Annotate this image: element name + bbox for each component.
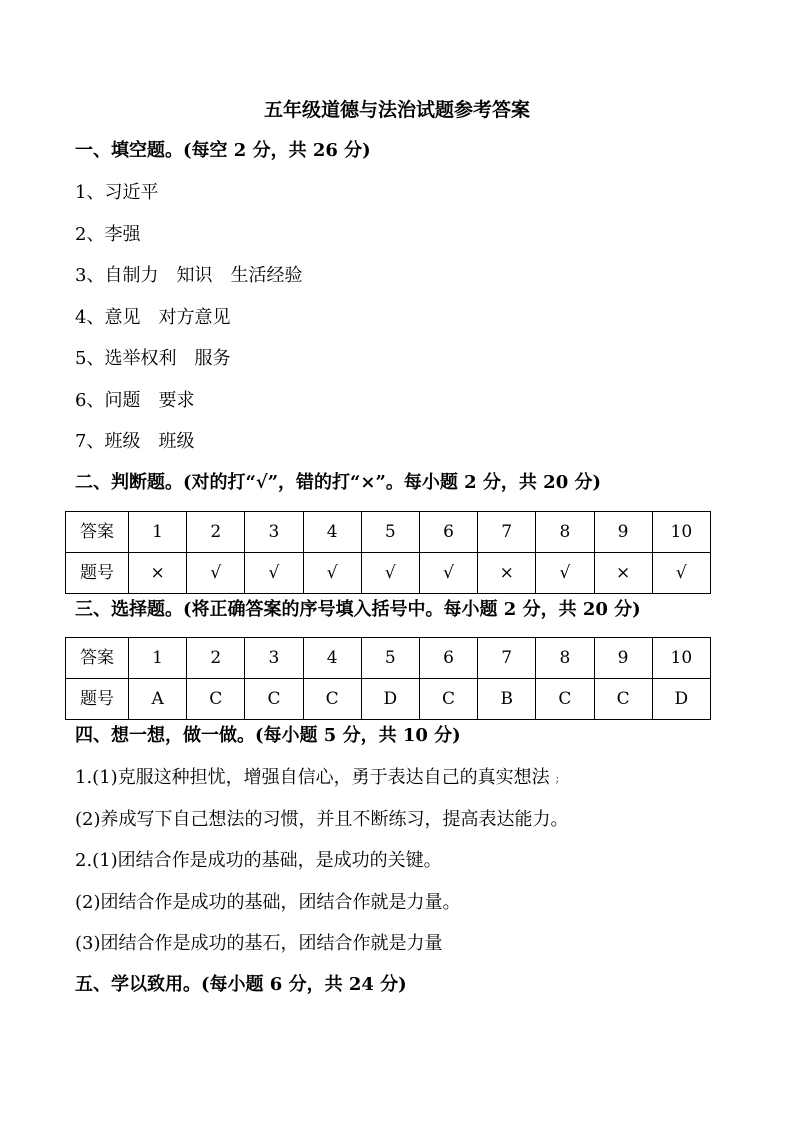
table-cell: C	[594, 679, 652, 720]
section-2-heading: 二、判断题。(对的打“√”，错的打“×”。每小题 2 分，共 20 分)	[75, 472, 601, 493]
table-cell: D	[361, 679, 419, 720]
table-cell: B	[478, 679, 536, 720]
page-title: 五年级道德与法治试题参考答案	[263, 99, 530, 121]
table-cell: C	[536, 679, 594, 720]
section-4-line-4: (2)团结合作是成功的基础，团结合作就是力量。	[75, 892, 461, 913]
table-cell: 5	[361, 638, 419, 679]
section-4-line-3: 2.(1)团结合作是成功的基础，是成功的关键。	[75, 850, 442, 871]
section-3-heading: 三、选择题。(将正确答案的序号填入括号中。每小题 2 分，共 20 分)	[75, 599, 641, 620]
table-cell: C	[187, 679, 245, 720]
table-cell: 4	[303, 638, 361, 679]
table-cell: 2	[187, 638, 245, 679]
answer-text: 1.(1)克服这种担忧，增强自信心，勇于表达自己的真实想法	[75, 767, 550, 788]
table-cell: 2	[187, 512, 245, 553]
row-label: 题号	[66, 679, 129, 720]
section-4-line-2: (2)养成写下自己想法的习惯，并且不断练习，提高表达能力。	[75, 809, 569, 830]
table-cell: √	[303, 553, 361, 594]
section-1-heading: 一、填空题。(每空 2 分，共 26 分)	[75, 140, 371, 161]
table-cell: ×	[129, 553, 187, 594]
fill-answer-3: 3、自制力 知识 生活经验	[75, 265, 303, 286]
section-4-heading: 四、想一想，做一做。(每小题 5 分，共 10 分)	[75, 725, 461, 746]
table-cell: 10	[652, 638, 710, 679]
trailing-mark: ;	[555, 771, 560, 785]
table-cell: 1	[129, 638, 187, 679]
fill-answer-7: 7、班级 班级	[75, 431, 195, 452]
table-cell: C	[245, 679, 303, 720]
table-cell: 1	[129, 512, 187, 553]
table-cell: √	[419, 553, 477, 594]
table-cell: 7	[478, 512, 536, 553]
fill-answer-2: 2、李强	[75, 224, 141, 245]
table-cell: 6	[419, 512, 477, 553]
table-cell: 8	[536, 512, 594, 553]
table-cell: √	[652, 553, 710, 594]
table-cell: 7	[478, 638, 536, 679]
table-cell: 8	[536, 638, 594, 679]
row-label: 答案	[66, 512, 129, 553]
table-cell: √	[361, 553, 419, 594]
table-row	[66, 512, 711, 553]
table-cell: 3	[245, 512, 303, 553]
table-cell: 3	[245, 638, 303, 679]
table-cell: A	[129, 679, 187, 720]
fill-answer-5: 5、选举权利 服务	[75, 348, 231, 369]
table-cell: √	[187, 553, 245, 594]
table-cell: ×	[478, 553, 536, 594]
fill-answer-1: 1、习近平	[75, 182, 159, 203]
fill-answer-6: 6、问题 要求	[75, 390, 195, 411]
table-cell: C	[303, 679, 361, 720]
multiple-choice-table	[65, 637, 711, 720]
true-false-table	[65, 511, 711, 594]
table-cell: 4	[303, 512, 361, 553]
table-cell: √	[245, 553, 303, 594]
section-4-line-5: (3)团结合作是成功的基石，团结合作就是力量	[75, 933, 443, 954]
row-label: 题号	[66, 553, 129, 594]
table-cell: 9	[594, 638, 652, 679]
table-cell: 5	[361, 512, 419, 553]
table-cell: 6	[419, 638, 477, 679]
section-5-heading: 五、学以致用。(每小题 6 分，共 24 分)	[75, 974, 407, 995]
table-cell: √	[536, 553, 594, 594]
table-row	[66, 679, 711, 720]
fill-answer-4: 4、意见 对方意见	[75, 307, 231, 328]
table-cell: C	[419, 679, 477, 720]
table-row	[66, 553, 711, 594]
table-cell: 9	[594, 512, 652, 553]
table-cell: D	[652, 679, 710, 720]
row-label: 答案	[66, 638, 129, 679]
table-cell: ×	[594, 553, 652, 594]
section-4-line-1	[75, 764, 559, 792]
table-row	[66, 638, 711, 679]
table-cell: 10	[652, 512, 710, 553]
